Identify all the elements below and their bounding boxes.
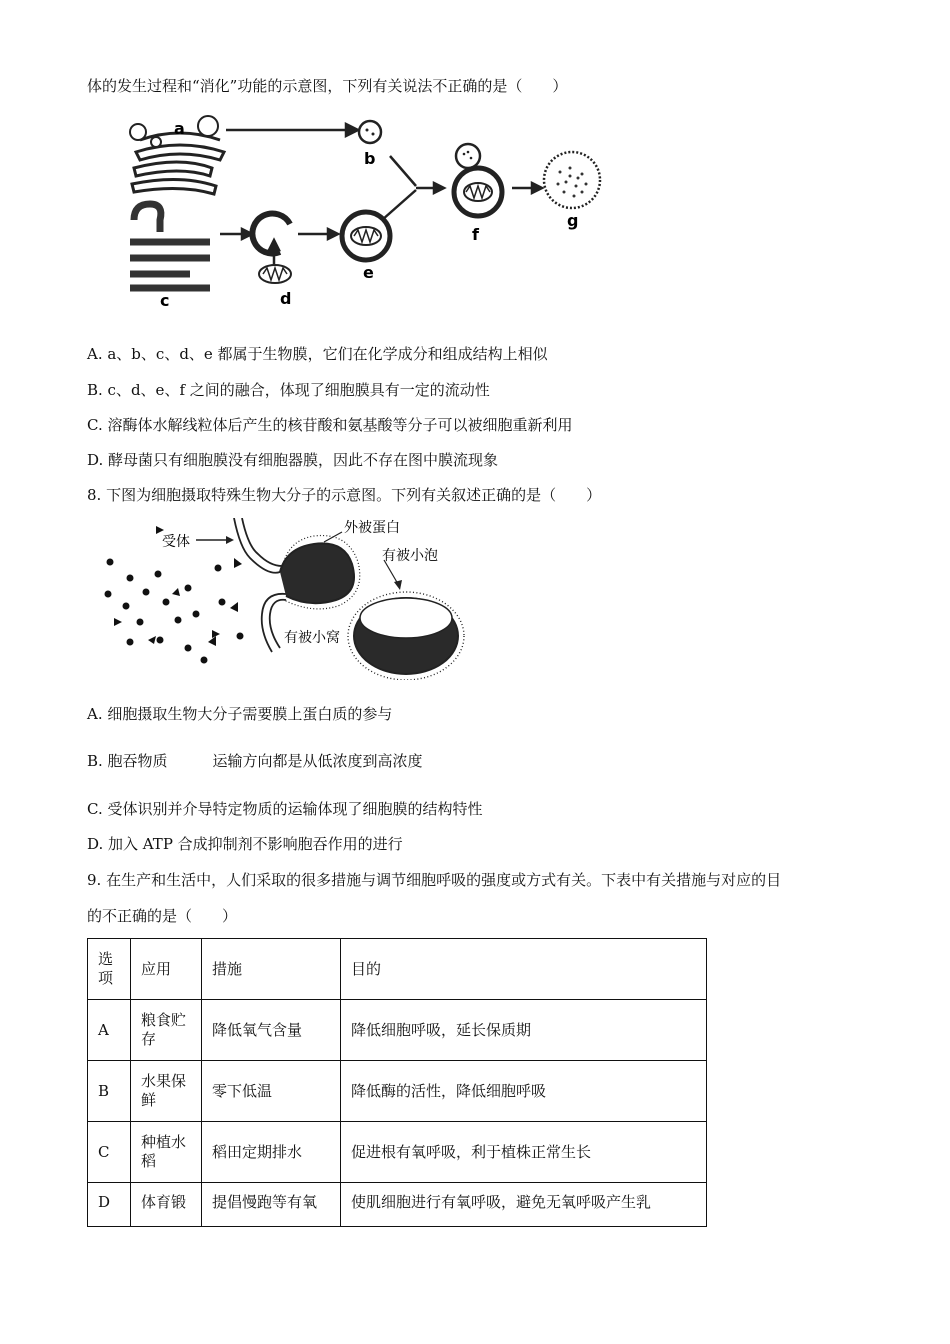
header-option: 选项	[88, 939, 131, 1000]
row-b-purpose: 降低酶的活性，降低细胞呼吸	[341, 1061, 707, 1122]
table-header-row	[88, 939, 707, 1000]
row-a-application: 粮食贮存	[131, 1000, 202, 1061]
row-c-application: 种植水稻	[131, 1122, 202, 1183]
table-row	[88, 1061, 707, 1122]
label-coated-vesicle: 有被小泡	[382, 548, 438, 564]
row-a-purpose: 降低细胞呼吸，延长保质期	[341, 1000, 707, 1061]
label-coated-pit: 有被小窝	[284, 630, 340, 646]
row-b-option: B	[88, 1061, 131, 1122]
q9-stem-line2: 的不正确的是（ ）	[87, 907, 238, 925]
row-c-measure: 稻田定期排水	[202, 1122, 341, 1183]
lysosome-formation-diagram	[120, 112, 620, 312]
label-g: g	[567, 211, 579, 230]
table-row	[88, 1122, 707, 1183]
q7-option-a: A. a、b、c、d、e 都属于生物膜，它们在化学成分和组成结构上相似	[87, 345, 548, 363]
q9-table	[87, 938, 707, 1227]
label-b: b	[364, 149, 376, 168]
row-d-application: 体育锻	[131, 1183, 202, 1227]
q7-option-b: B. c、d、e、f 之间的融合，体现了细胞膜具有一定的流动性	[87, 381, 490, 399]
q8-option-d: D. 加入 ATP 合成抑制剂不影响胞吞作用的进行	[87, 835, 403, 853]
q8-option-c: C. 受体识别并介导特定物质的运输体现了细胞膜的结构特性	[87, 800, 483, 818]
vesicle-b	[359, 121, 381, 143]
row-b-application: 水果保鲜	[131, 1061, 202, 1122]
header-measure: 措施	[202, 939, 341, 1000]
table-row	[88, 1000, 707, 1061]
row-a-option: A	[88, 1000, 131, 1061]
q7-option-c: C. 溶酶体水解线粒体后产生的核苷酸和氨基酸等分子可以被细胞重新利用	[87, 416, 573, 434]
row-c-purpose: 促进根有氧呼吸，利于植株正常生长	[341, 1122, 707, 1183]
label-d: d	[280, 289, 292, 308]
golgi-apparatus	[132, 133, 224, 194]
question-7-stem-tail: 体的发生过程和“消化”功能的示意图，下列有关说法不正确的是（ ）	[87, 77, 568, 95]
cell-membrane	[234, 518, 286, 652]
coated-pit	[280, 536, 360, 609]
header-purpose: 目的	[341, 939, 707, 1000]
q8-stem: 8. 下图为细胞摄取特殊生物大分子的示意图。下列有关叙述正确的是（ ）	[87, 486, 602, 504]
table-row	[88, 1183, 707, 1227]
endoplasmic-reticulum	[130, 204, 210, 288]
residual-body-g	[544, 152, 600, 208]
endocytosis-diagram	[100, 518, 480, 680]
row-c-option: C	[88, 1122, 131, 1183]
label-e: e	[363, 263, 374, 282]
label-coat-protein: 外被蛋白	[344, 520, 400, 536]
q7-option-d: D. 酵母菌只有细胞膜没有细胞器膜，因此不存在图中膜流现象	[87, 451, 499, 469]
label-receptor: 受体	[162, 534, 190, 550]
q8-option-b: B. 胞吞物质 运输方向都是从低浓度到高浓度	[87, 752, 423, 770]
label-a: a	[174, 119, 185, 138]
row-d-purpose: 使肌细胞进行有氧呼吸，避免无氧呼吸产生乳	[341, 1183, 707, 1227]
row-d-option: D	[88, 1183, 131, 1227]
lysosome-f-vesicle	[456, 144, 480, 168]
row-a-measure: 降低氧气含量	[202, 1000, 341, 1061]
q9-stem-line1: 9. 在生产和生活中，人们采取的很多措施与调节细胞呼吸的强度或方式有关。下表中有关措施与对应的目	[87, 871, 782, 889]
q8-option-a: A. 细胞摄取生物大分子需要膜上蛋白质的参与	[87, 705, 393, 723]
coated-vesicle	[348, 592, 464, 680]
label-c: c	[160, 291, 170, 310]
row-b-measure: 零下低温	[202, 1061, 341, 1122]
label-f: f	[472, 225, 479, 244]
row-d-measure: 提倡慢跑等有氧	[202, 1183, 341, 1227]
header-application: 应用	[131, 939, 202, 1000]
